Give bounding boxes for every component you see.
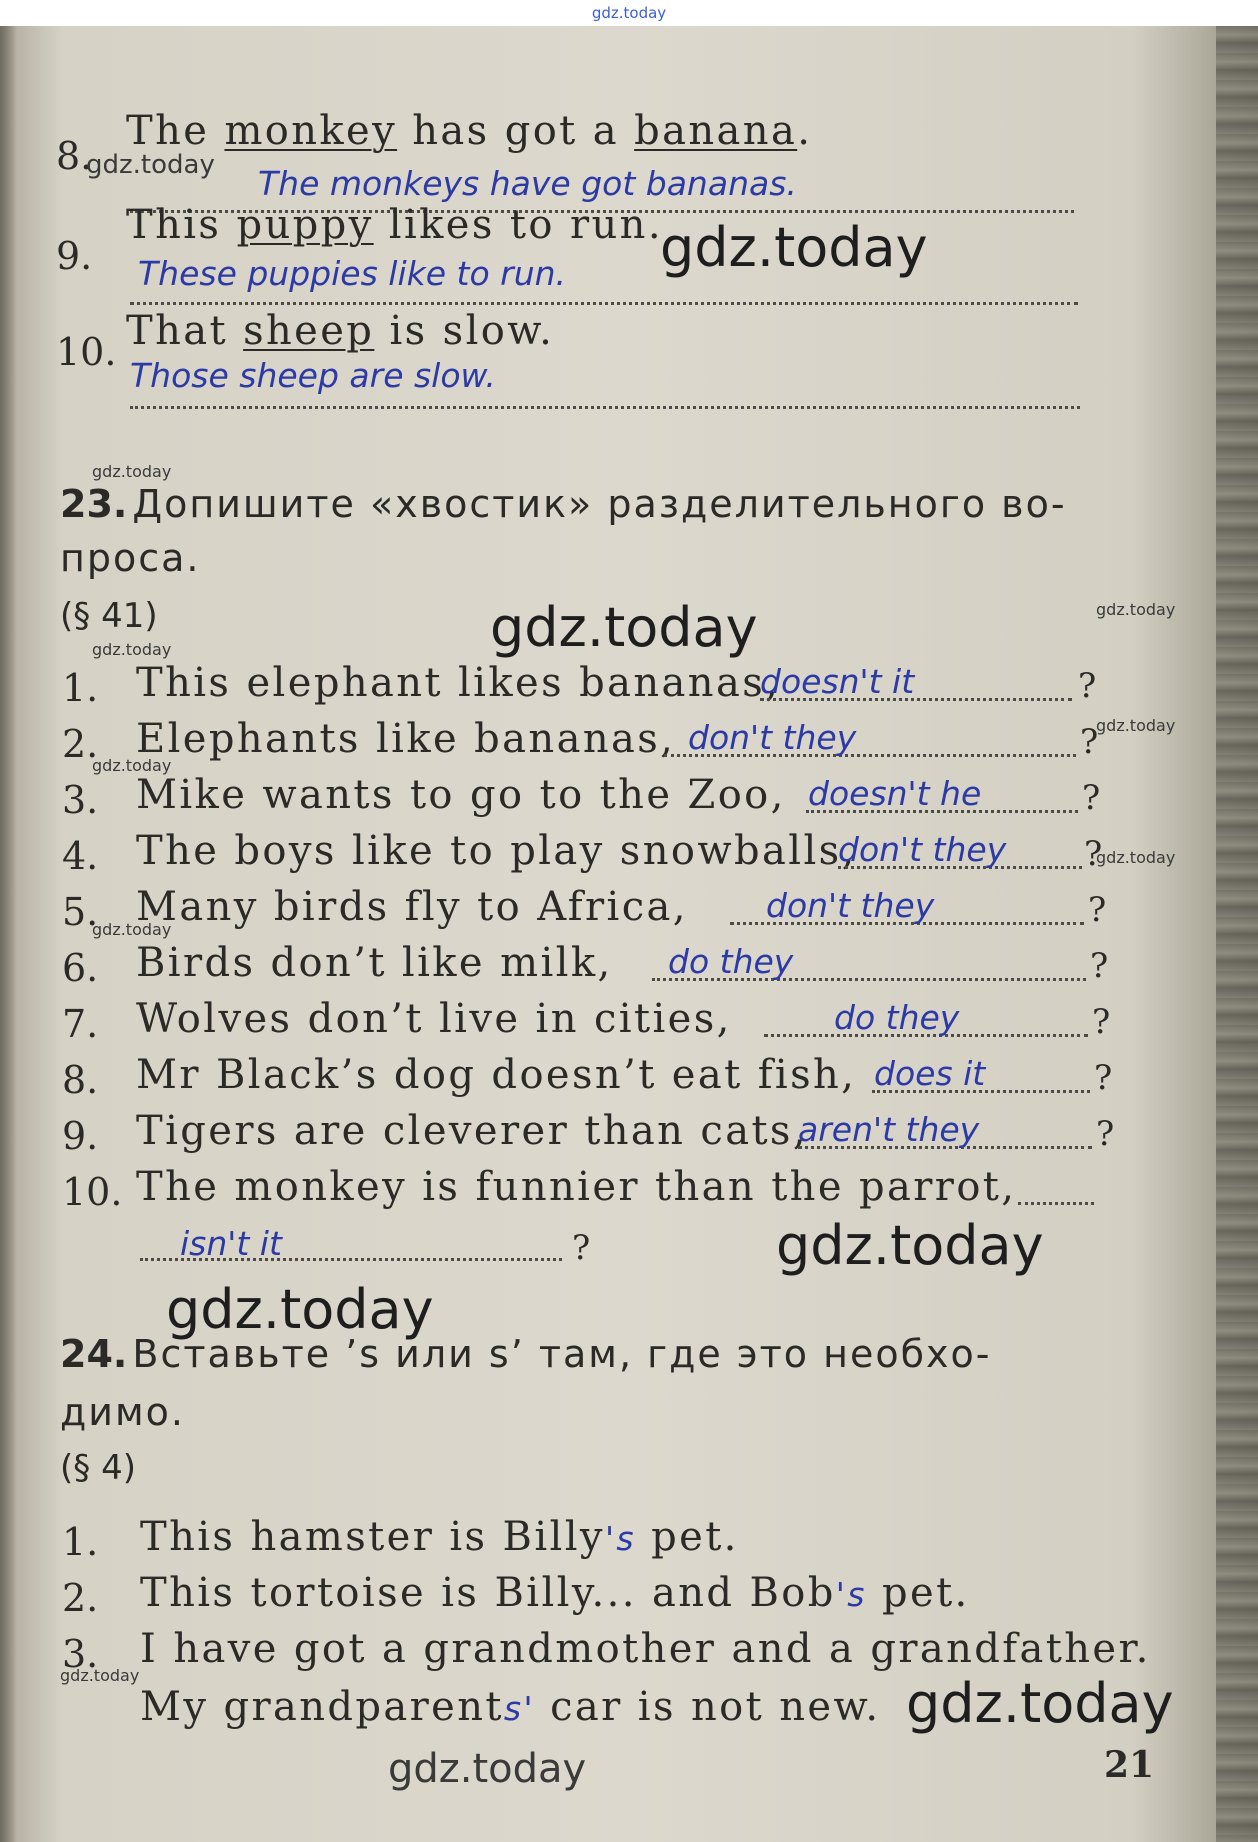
- item-number: 1.: [62, 666, 99, 710]
- question-text: Mike wants to go to the Zoo,: [136, 772, 786, 818]
- item-number: 8.: [62, 1058, 99, 1102]
- question-mark: ?: [1080, 722, 1099, 762]
- question-text: Mr Black’s dog doesn’t eat fish,: [136, 1052, 857, 1098]
- watermark: gdz.today: [86, 150, 215, 180]
- item-number: 1.: [62, 1520, 99, 1564]
- handwritten-answer: don't they: [688, 718, 857, 757]
- exercise-23-heading-cont: проса.: [60, 536, 201, 580]
- sentence: My grandparents' car is not new.: [140, 1684, 881, 1730]
- exercise-23-heading: 23. Допишите «хвостик» разделительного во-: [60, 482, 1067, 526]
- item-number: 10.: [62, 1170, 123, 1214]
- sentence: I have got a grandmother and a grandfather.: [140, 1626, 1151, 1672]
- watermark: gdz.today: [906, 1672, 1174, 1735]
- question-mark: ?: [1084, 834, 1103, 874]
- page-edge: [1216, 26, 1258, 1842]
- handwritten-answer: does it: [874, 1054, 986, 1093]
- question-text: Tigers are cleverer than cats,: [136, 1108, 808, 1154]
- watermark: gdz.today: [388, 1746, 587, 1792]
- exercise-24-heading: 24. Вставьте ’s или s’ там, где это необхо-: [60, 1332, 992, 1376]
- question-mark: ?: [1092, 1002, 1111, 1042]
- question-mark: ?: [1096, 1114, 1115, 1154]
- item-number: 8.: [56, 134, 93, 178]
- question-text: Elephants like bananas,: [136, 716, 676, 762]
- question-text: The monkey is funnier than the parrot,: [136, 1164, 1017, 1210]
- watermark: gdz.today: [776, 1214, 1044, 1277]
- watermark: gdz.today: [92, 462, 172, 481]
- item-number: 10.: [56, 330, 117, 374]
- handwritten-answer: don't they: [838, 830, 1007, 869]
- handwritten-answer: isn't it: [180, 1224, 282, 1263]
- handwritten-answer: The monkeys have got bananas.: [258, 164, 797, 203]
- item-number: 2.: [62, 1576, 99, 1620]
- watermark: gdz.today: [92, 920, 172, 939]
- item-number: 4.: [62, 834, 99, 878]
- page-number: 21: [1104, 1744, 1155, 1786]
- top-watermark: gdz.today: [0, 0, 1258, 26]
- watermark: gdz.today: [92, 640, 172, 659]
- watermark: gdz.today: [1096, 716, 1176, 735]
- watermark: gdz.today: [166, 1278, 434, 1341]
- handwritten-answer: doesn't it: [760, 662, 915, 701]
- watermark: gdz.today: [60, 1666, 140, 1685]
- handwritten-answer: don't they: [766, 886, 935, 925]
- question-mark: ?: [1090, 946, 1109, 986]
- handwritten-answer: doesn't he: [808, 774, 982, 813]
- question-mark: ?: [1082, 778, 1101, 818]
- question-mark: ?: [1094, 1058, 1113, 1098]
- sentence: This tortoise is Billy... and Bob's pet.: [140, 1570, 970, 1616]
- question-text: The boys like to play snowballs,: [136, 828, 857, 874]
- question-text: Many birds fly to Africa,: [136, 884, 688, 930]
- watermark: gdz.today: [1096, 600, 1176, 619]
- textbook-page: [0, 26, 1258, 1842]
- item-number: 9.: [62, 1114, 99, 1158]
- page-gutter-shadow: [0, 26, 16, 1842]
- item-number: 7.: [62, 1002, 99, 1046]
- watermark: gdz.today: [490, 596, 758, 659]
- item-number: 5.: [62, 890, 99, 934]
- handwritten-answer: These puppies like to run.: [138, 254, 567, 293]
- answer-line: [1018, 1202, 1094, 1205]
- question-mark: ?: [1088, 890, 1107, 930]
- sentence: This puppy likes to run.: [126, 202, 663, 248]
- answer-line: [130, 406, 1080, 409]
- handwritten-answer: Those sheep are slow.: [130, 356, 496, 395]
- item-number: 3.: [62, 778, 99, 822]
- exercise-24-heading-cont: димо.: [60, 1390, 185, 1434]
- exercise-24-ref: (§ 4): [60, 1448, 136, 1488]
- watermark: gdz.today: [660, 216, 928, 279]
- exercise-23-ref: (§ 41): [60, 596, 158, 636]
- question-mark: ?: [1078, 666, 1097, 706]
- watermark: gdz.today: [1096, 848, 1176, 867]
- item-number: 6.: [62, 946, 99, 990]
- sentence: The monkey has got a banana.: [126, 108, 813, 154]
- item-number: 2.: [62, 722, 99, 766]
- question-mark: ?: [572, 1228, 591, 1268]
- handwritten-answer: do they: [834, 998, 960, 1037]
- answer-line: [130, 302, 1078, 305]
- question-text: Wolves don’t live in cities,: [136, 996, 732, 1042]
- handwritten-answer: aren't they: [798, 1110, 980, 1149]
- question-text: Birds don’t like milk,: [136, 940, 613, 986]
- sentence: That sheep is slow.: [126, 308, 555, 354]
- sentence: This hamster is Billy's pet.: [140, 1514, 739, 1560]
- watermark: gdz.today: [92, 756, 172, 775]
- question-text: This elephant likes bananas,: [136, 660, 781, 706]
- item-number: 3.: [62, 1632, 99, 1676]
- handwritten-answer: do they: [668, 942, 794, 981]
- item-number: 9.: [56, 234, 93, 278]
